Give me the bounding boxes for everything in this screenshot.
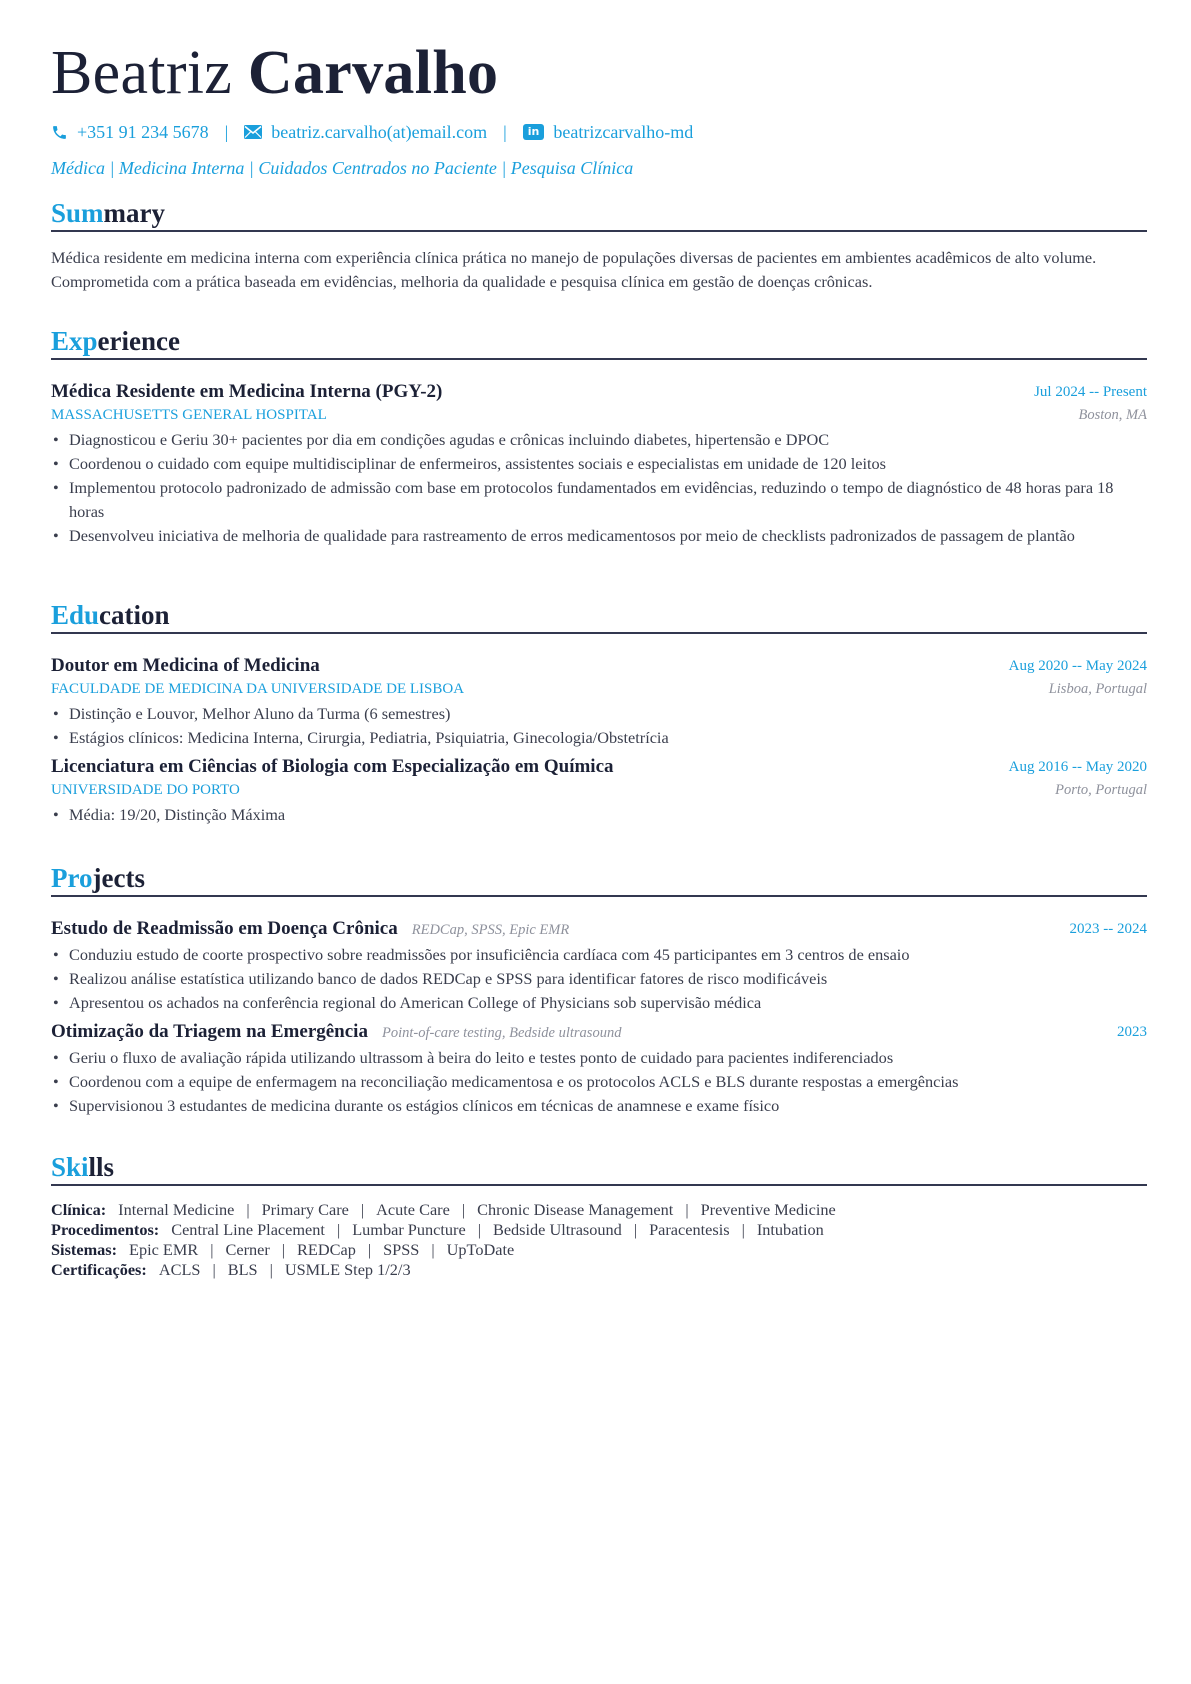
list-item: • Implementou protocolo padronizado de admissão com base em protocolos fundamentados em evidências, reduzindo o tempo de diagnóstico de 48 horas para 18 horas <box>51 476 1147 524</box>
entry-title: Médica Residente em Medicina Interna (PGY-2) <box>51 381 443 402</box>
skill-item: Epic EMR <box>129 1240 199 1259</box>
skill-separator: | <box>367 1240 372 1259</box>
section-title-rest: lls <box>88 1152 115 1182</box>
candidate-name <box>51 34 1147 112</box>
project-entry <box>51 917 1147 1015</box>
entry-bullets <box>51 1046 1147 1118</box>
skill-separator: | <box>212 1260 216 1279</box>
skill-item: Chronic Disease Management <box>477 1200 674 1219</box>
project-name: Estudo de Readmissão em Doença Crônica <box>51 918 398 939</box>
tagline: Médica | Medicina Interna | Cuidados Centrados no Paciente | Pesquisa Clínica <box>51 158 634 178</box>
section-heading <box>51 324 1147 360</box>
entry-dates: Aug 2016 -- May 2020 <box>1008 759 1147 775</box>
skill-separator: | <box>461 1200 466 1219</box>
entry-bullets <box>51 943 1147 1015</box>
entry-bullets <box>51 702 1147 750</box>
section-title <box>51 196 165 230</box>
section-title-rest: cation <box>99 600 170 630</box>
section-title <box>51 598 170 632</box>
skill-separator: | <box>360 1200 365 1219</box>
section-heading <box>51 1150 1147 1186</box>
skill-item: Primary Care <box>261 1200 349 1219</box>
list-item: • Estágios clínicos: Medicina Interna, Cirurgia, Pediatria, Psiquiatria, Ginecologia/Obstetrícia <box>51 726 1147 750</box>
skill-separator: | <box>210 1240 214 1259</box>
skill-separator: | <box>246 1200 250 1219</box>
skill-item: Central Line Placement <box>171 1220 325 1239</box>
summary-section <box>51 196 1147 294</box>
entry-organization: UNIVERSIDADE DO PORTO <box>51 782 240 798</box>
education-section <box>51 598 1147 827</box>
skill-item: ACLS <box>158 1260 201 1279</box>
project-name: Otimização da Triagem na Emergência <box>51 1021 368 1042</box>
section-title-rest: mary <box>103 198 166 228</box>
skill-item: Bedside Ultrasound <box>492 1220 622 1239</box>
skill-row <box>51 1260 1147 1280</box>
list-item: • Apresentou os achados na conferência regional do American College of Physicians sob supervisão médica <box>51 991 1147 1015</box>
entry-title <box>51 1020 621 1045</box>
skill-category: Clínica: <box>51 1200 107 1219</box>
list-item: • Supervisionou 3 estudantes de medicina durante os estágios clínicos em técnicas de anamnese e exame físico <box>51 1094 1147 1118</box>
skill-row <box>51 1200 1147 1220</box>
entry-bullets <box>51 428 1147 548</box>
contact-separator: | <box>503 121 507 142</box>
resume-content <box>51 34 1147 1279</box>
entry-dates: Aug 2020 -- May 2024 <box>1008 658 1147 674</box>
list-item: • Desenvolveu iniciativa de melhoria de qualidade para rastreamento de erros medicamentosos por meio de checklists padronizados de passagem de plantão <box>51 524 1147 548</box>
project-tech: REDCap, SPSS, Epic EMR <box>411 922 570 938</box>
skill-item: Lumbar Puncture <box>352 1220 466 1239</box>
section-title-accent: Sum <box>51 198 104 228</box>
section-title <box>51 1150 114 1184</box>
phone-text: +351 91 234 5678 <box>77 121 209 142</box>
list-item: • Geriu o fluxo de avaliação rápida utilizando ultrassom à beira do leito e testes ponto de cuidado para pacientes indiferenciados <box>51 1046 1147 1070</box>
list-item: • Diagnosticou e Geriu 30+ pacientes por dia em condições agudas e crônicas incluindo diabetes, hipertensão e DPOC <box>51 428 1147 452</box>
list-item: • Média: 19/20, Distinção Máxima <box>51 803 1147 827</box>
entry-title <box>51 917 569 942</box>
skill-row <box>51 1220 1147 1240</box>
skill-item: Intubation <box>756 1220 824 1239</box>
section-title-rest: erience <box>97 326 180 356</box>
section-heading <box>51 861 1147 897</box>
entry-organization: MASSACHUSETTS GENERAL HOSPITAL <box>51 407 327 423</box>
section-title-accent: Exp <box>51 326 98 356</box>
contact-email[interactable] <box>244 122 487 143</box>
phone-icon <box>51 124 68 141</box>
skill-item: USMLE Step 1/2/3 <box>284 1260 411 1279</box>
entry-title: Licenciatura em Ciências of Biologia com Especialização em Química <box>51 756 614 777</box>
linkedin-icon: in <box>523 124 545 140</box>
entry-dates: 2023 <box>1117 1024 1147 1040</box>
list-item: • Coordenou o cuidado com equipe multidisciplinar de enfermeiros, assistentes sociais e especialistas em unidade de 120 leitos <box>51 452 1147 476</box>
entry-location: Boston, MA <box>1078 407 1147 423</box>
skill-item: Acute Care <box>376 1200 450 1219</box>
experience-section <box>51 324 1147 548</box>
skill-item: REDCap <box>297 1240 356 1259</box>
section-title-accent: Edu <box>51 600 100 630</box>
skill-category: Certificações: <box>51 1260 147 1279</box>
skill-item: Paracentesis <box>649 1220 730 1239</box>
skill-separator: | <box>431 1240 435 1259</box>
skill-row <box>51 1240 1147 1260</box>
entry-location: Porto, Portugal <box>1055 782 1147 798</box>
section-title-accent: Ski <box>51 1152 89 1182</box>
section-title <box>51 324 180 358</box>
contact-bar <box>51 120 1147 144</box>
project-entry <box>51 1020 1147 1118</box>
list-item: • Coordenou com a equipe de enfermagem na reconciliação medicamentosa e os protocolos ACLS e BLS durante respostas a emergências <box>51 1070 1147 1094</box>
skills-section <box>51 1150 1147 1280</box>
skill-separator: | <box>477 1220 481 1239</box>
contact-linkedin[interactable] <box>523 122 694 143</box>
section-heading <box>51 196 1147 232</box>
entry-organization: FACULDADE DE MEDICINA DA UNIVERSIDADE DE LISBOA <box>51 681 465 697</box>
skill-item: Cerner <box>225 1240 270 1259</box>
linkedin-text: beatrizcarvalho-md <box>553 121 694 142</box>
contact-phone[interactable] <box>51 122 209 143</box>
skills-list <box>51 1200 1147 1280</box>
list-item: • Realizou análise estatística utilizando banco de dados REDCap e SPSS para identificar fatores de risco modificáveis <box>51 967 1147 991</box>
entry-bullets <box>51 803 1147 827</box>
last-name: Carvalho <box>247 39 499 107</box>
entry-dates: Jul 2024 -- Present <box>1034 384 1147 400</box>
education-entry <box>51 654 1147 750</box>
skill-item: SPSS <box>383 1240 420 1259</box>
skill-separator: | <box>633 1220 638 1239</box>
entry-title: Doutor em Medicina of Medicina <box>51 655 320 676</box>
skill-separator: | <box>281 1240 286 1259</box>
education-entry <box>51 755 1147 827</box>
skill-category: Sistemas: <box>51 1240 118 1259</box>
entry-location: Lisboa, Portugal <box>1048 681 1147 697</box>
experience-entry <box>51 380 1147 548</box>
list-item: • Conduziu estudo de coorte prospectivo sobre readmissões por insuficiência cardíaca com 45 participantes em 3 centros de ensaio <box>51 943 1147 967</box>
skill-separator: | <box>741 1220 745 1239</box>
summary-text: Médica residente em medicina interna com experiência clínica prática no manejo de populações diversas de pacientes em ambientes acadêmicos de alto volume. Comprometida com a prática baseada em evidências, melhoria da qualidade e pesquisa clínica em gestão de doenças crônicas. <box>51 248 1097 291</box>
project-tech: Point-of-care testing, Bedside ultrasound <box>381 1025 622 1041</box>
entry-dates: 2023 -- 2024 <box>1069 921 1147 937</box>
section-title <box>51 861 145 895</box>
projects-section <box>51 861 1147 1118</box>
skill-separator: | <box>336 1220 341 1239</box>
skill-separator: | <box>685 1200 689 1219</box>
skill-item: Internal Medicine <box>118 1200 235 1219</box>
skill-item: UpToDate <box>446 1240 515 1259</box>
section-heading <box>51 598 1147 634</box>
list-item: • Distinção e Louvor, Melhor Aluno da Turma (6 semestres) <box>51 702 1147 726</box>
email-icon <box>244 125 262 139</box>
skill-category: Procedimentos: <box>51 1220 160 1239</box>
email-text: beatriz.carvalho(at)email.com <box>271 121 488 142</box>
contact-separator: | <box>224 121 229 142</box>
skill-item: Preventive Medicine <box>700 1200 836 1219</box>
first-name: Beatriz <box>51 39 233 107</box>
skill-separator: | <box>269 1260 273 1279</box>
section-title-accent: Pro <box>51 863 93 893</box>
section-title-rest: jects <box>92 863 145 893</box>
skill-item: BLS <box>227 1260 258 1279</box>
